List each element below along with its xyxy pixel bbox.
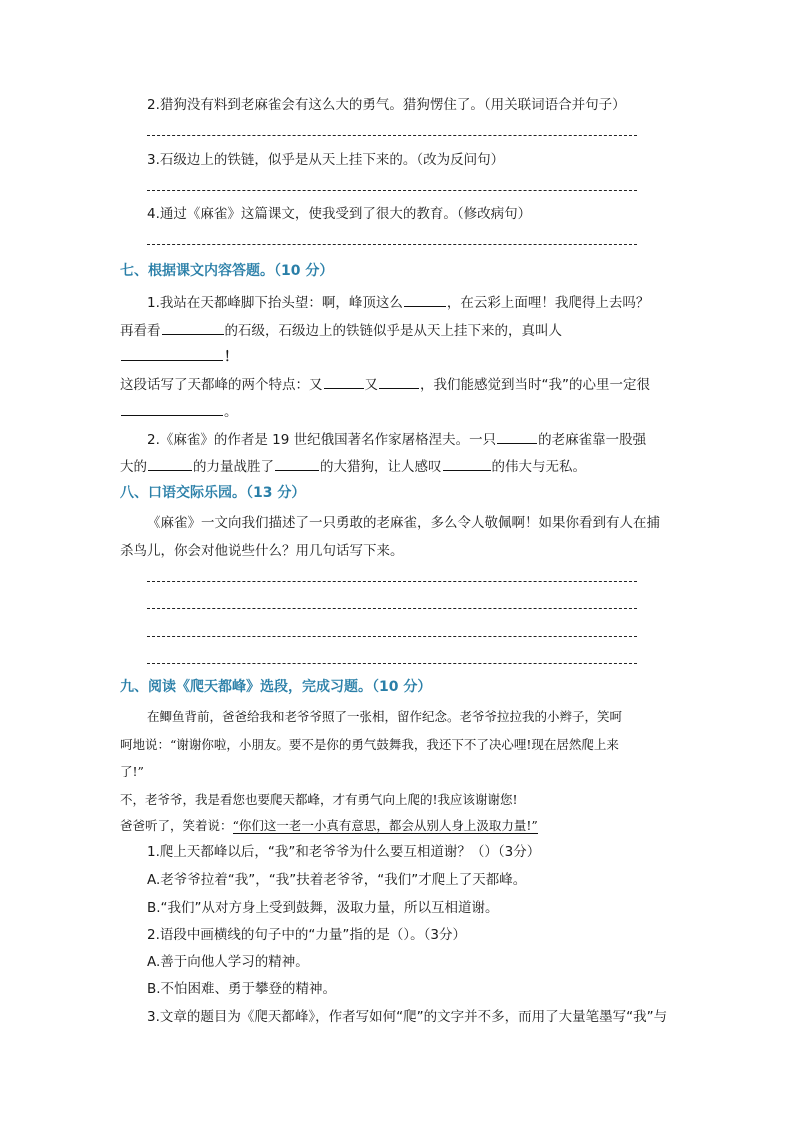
answer-line[interactable] xyxy=(147,663,637,664)
sec9-q2-option-b[interactable]: B.不怕困难、勇于攀登的精神。 xyxy=(147,981,337,997)
fill-blank[interactable] xyxy=(121,346,223,361)
section-8-title: 八、口语交际乐园。（13 分） xyxy=(120,485,306,501)
sec9-q1-option-b[interactable]: B.“我们”从对方身上受到鼓舞，汲取力量，所以互相道谢。 xyxy=(147,900,499,916)
q6-item-2: 2.猎狗没有料到老麻雀会有这么大的勇气。猎狗愣住了。（用关联词语合并句子） xyxy=(147,97,626,113)
q6-item-3: 3.石级边上的铁链，似乎是从天上挂下来的。（改为反问句） xyxy=(147,152,505,168)
underlined-sentence: “你们这一老一小真有意思，都会从别人身上汲取力量!” xyxy=(232,818,538,833)
passage-line: 不，老爷爷，我是看您也要爬天都峰，才有勇气向上爬的!我应该谢谢您! xyxy=(120,792,518,807)
fill-blank[interactable] xyxy=(275,456,319,471)
answer-line[interactable] xyxy=(147,244,637,245)
sec8-text-line1: 《麻雀》一文向我们描述了一只勇敢的老麻雀，多么令人敬佩啊！如果你看到有人在捕 xyxy=(147,515,660,531)
sec7-p1-line2: 再看看 的石级，石级边上的铁链似乎是从天上挂下来的，真叫人 xyxy=(120,320,562,340)
fill-blank[interactable] xyxy=(497,429,537,444)
answer-line[interactable] xyxy=(147,636,637,637)
answer-line[interactable] xyxy=(147,581,637,582)
section-7-title: 七、根据课文内容答题。（10 分） xyxy=(120,263,334,279)
passage-line: 在鲫鱼背前，爸爸给我和老爷爷照了一张相，留作纪念。老爷爷拉拉我的小辫子，笑呵 xyxy=(147,709,623,724)
sec9-question-1: 1.爬上天都峰以后，“我”和老爷爷为什么要互相道谢？（）（3分） xyxy=(147,844,541,860)
fill-blank[interactable] xyxy=(121,401,223,416)
answer-line[interactable] xyxy=(147,190,637,191)
sec9-q1-option-a[interactable]: A.老爷爷拉着“我”，“我”扶着老爷爷，“我们”才爬上了天都峰。 xyxy=(147,872,527,888)
fill-blank[interactable] xyxy=(443,456,491,471)
fill-blank[interactable] xyxy=(162,320,224,335)
answer-line[interactable] xyxy=(147,608,637,609)
fill-blank[interactable] xyxy=(324,374,364,389)
sec7-p1-line1: 1.我站在天都峰脚下抬头望：啊，峰顶这么 ，在云彩上面哩！我爬得上去吗？ xyxy=(147,292,649,312)
sec9-question-3: 3.文章的题目为《爬天都峰》，作者写如何“爬”的文字并不多，而用了大量笔墨写“我”与 xyxy=(147,1009,668,1025)
answer-line[interactable] xyxy=(147,135,637,136)
sec9-q2-option-a[interactable]: A.善于向他人学习的精神。 xyxy=(147,954,309,970)
fill-blank[interactable] xyxy=(404,292,446,307)
q6-item-4: 4.通过《麻雀》这篇课文，使我受到了很大的教育。（修改病句） xyxy=(147,206,532,222)
fill-blank[interactable] xyxy=(148,456,192,471)
fill-blank[interactable] xyxy=(379,374,419,389)
sec7-p1-line4: 这段话写了天都峰的两个特点：又 又 ，我们能感觉到当时“我”的心里一定很 xyxy=(120,374,650,394)
passage-line: 呵地说：“谢谢你啦，小朋友。要不是你的勇气鼓舞我，我还下不了决心哩!现在居然爬上来 xyxy=(120,737,619,752)
passage-line: 爸爸听了，笑着说：“你们这一老一小真有意思，都会从别人身上汲取力量!” xyxy=(120,818,538,833)
sec7-p2-line2: 大的 的力量战胜了 的大猎狗，让人感叹 的伟大与无私。 xyxy=(120,456,586,476)
sec7-p1-line5: 。 xyxy=(120,401,238,421)
sec7-p2-line1: 2.《麻雀》的作者是 19 世纪俄国著名作家屠格涅夫。一只 的老麻雀靠一股强 xyxy=(147,429,646,449)
sec7-p1-line3: ！ xyxy=(120,346,238,366)
sec8-text-line2: 杀鸟儿，你会对他说些什么？用几句话写下来。 xyxy=(120,543,404,559)
passage-line: 了!” xyxy=(120,764,144,779)
sec9-question-2: 2.语段中画横线的句子中的“力量”指的是（）。（3分） xyxy=(147,927,466,943)
section-9-title: 九、阅读《爬天都峰》选段，完成习题。（10 分） xyxy=(120,679,432,695)
